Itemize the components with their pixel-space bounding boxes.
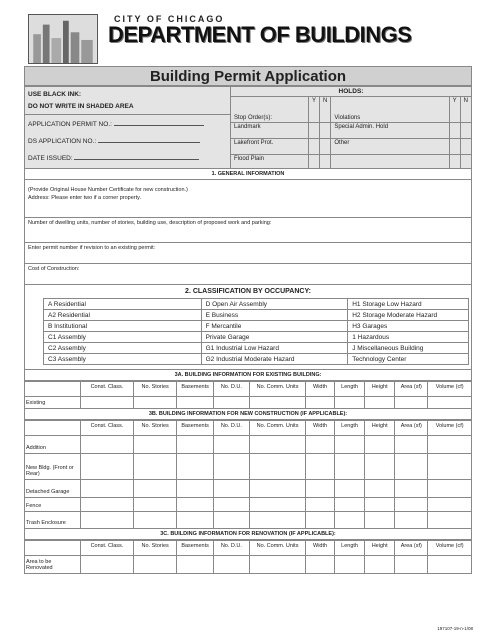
table-row [25,436,472,454]
table-cell[interactable] [133,436,177,454]
column-header: Length [335,382,365,397]
column-header: Length [335,541,365,556]
table-cell[interactable] [133,397,177,409]
occupancy-option[interactable]: J Miscellaneous Building [348,343,469,354]
general-info-heading: 1. GENERAL INFORMATION [24,169,472,180]
hold-other: Other [331,139,449,155]
table-cell[interactable] [213,556,249,574]
table-cell[interactable] [213,480,249,498]
table-cell[interactable] [428,556,472,574]
table-cell[interactable] [365,436,395,454]
address-note: (Provide Original House Number Certificate for new construction.) [28,187,188,193]
table-cell[interactable] [213,512,249,529]
table-cell[interactable] [81,397,134,409]
column-header: Basements [177,541,213,556]
column-header-row [25,421,472,436]
table-cell[interactable] [177,512,213,529]
form-code: 197107-19-n-1/08 [437,626,473,631]
checkbox[interactable] [449,155,460,169]
table-cell[interactable] [428,498,472,512]
column-header: Height [365,382,395,397]
column-header: No. Comm. Units [250,421,306,436]
occupancy-option[interactable]: F Mercantile [201,321,348,332]
table-cell[interactable] [81,512,134,529]
checkbox[interactable] [320,123,331,139]
column-header: Width [306,382,335,397]
checkbox[interactable] [460,123,471,139]
revision-permit-field[interactable] [24,243,472,264]
occupancy-option[interactable]: C3 Assembly [44,354,202,365]
table-row [25,397,472,409]
column-header: Volume (cf) [428,541,472,556]
column-header: No. D.U. [213,541,249,556]
occupancy-option[interactable]: H3 Garages [348,321,469,332]
table-cell[interactable] [306,512,335,529]
row-label-header [25,541,81,556]
column-header: Height [365,421,395,436]
checkbox[interactable] [460,155,471,169]
column-header: Basements [177,382,213,397]
column-header: Area (sf) [395,541,428,556]
table-cell[interactable] [428,436,472,454]
table-cell[interactable] [395,498,428,512]
table-cell[interactable] [250,480,306,498]
checkbox[interactable] [449,123,460,139]
occupancy-row [44,343,469,354]
hold-landmark: Landmark [231,123,309,139]
office-use-table [24,86,472,169]
occupancy-option[interactable]: A2 Residential [44,310,202,321]
application-permit-field[interactable] [114,125,204,126]
table-cell[interactable] [395,454,428,480]
table-cell[interactable] [365,498,395,512]
new-construction-table [24,420,472,529]
checkbox[interactable] [449,139,460,155]
hold-special-admin: Special Admin. Hold [331,123,449,139]
renovation-heading: 3C. BUILDING INFORMATION FOR RENOVATION (IF APPLICABLE): [24,529,472,540]
table-cell[interactable] [81,498,134,512]
renovation-table [24,540,472,574]
checkbox[interactable] [309,123,320,139]
hold-violations: Violations [331,97,449,123]
hold-lakefront: Lakefront Prot. [231,139,309,155]
cost-field[interactable] [24,264,472,285]
occupancy-row [44,299,469,310]
occupancy-option[interactable]: G2 Industrial Moderate Hazard [201,354,348,365]
n-header: N [320,97,331,123]
table-cell[interactable] [306,454,335,480]
column-header: No. Comm. Units [250,382,306,397]
table-row [25,512,472,529]
table-cell[interactable] [335,498,365,512]
table-cell[interactable] [306,498,335,512]
row-label: Existing [25,397,81,409]
occupancy-option[interactable]: H2 Storage Moderate Hazard [348,310,469,321]
checkbox[interactable] [460,139,471,155]
column-header-row [25,541,472,556]
table-cell[interactable] [335,397,365,409]
table-cell[interactable] [133,480,177,498]
ds-application-field[interactable] [98,142,200,143]
table-cell[interactable] [81,454,134,480]
table-cell[interactable] [250,454,306,480]
department-title: DEPARTMENT OF BUILDINGS [108,22,412,47]
column-header: No. D.U. [213,382,249,397]
table-row [25,498,472,512]
y-header: Y [449,97,460,123]
ink-instruction: USE BLACK INK: [28,91,82,98]
table-cell[interactable] [428,454,472,480]
city-skyline-logo [28,14,98,64]
table-cell[interactable] [335,556,365,574]
table-cell[interactable] [177,498,213,512]
column-header: No. Comm. Units [250,541,306,556]
column-header: Area (sf) [395,421,428,436]
column-header: Width [306,421,335,436]
table-cell[interactable] [365,556,395,574]
table-cell[interactable] [395,480,428,498]
table-cell[interactable] [81,436,134,454]
occupancy-option[interactable]: G1 Industrial Low Hazard [201,343,348,354]
column-header: Volume (cf) [428,382,472,397]
table-cell[interactable] [335,454,365,480]
description-label: Number of dwelling units, number of stories, building use, description of proposed work and parking: [28,220,272,226]
table-cell[interactable] [250,556,306,574]
address-label: Address: Please enter two if a corner property. [28,195,142,201]
column-header: Const. Class. [81,382,134,397]
permit-form [24,14,472,574]
checkbox[interactable] [320,139,331,155]
holds-heading: HOLDS: [231,87,472,97]
hold-flood-plain: Flood Plain [231,155,309,169]
table-cell[interactable] [395,397,428,409]
address-field[interactable] [24,180,472,218]
column-header: No. Stories [133,541,177,556]
occupancy-option[interactable]: C1 Assembly [44,332,202,343]
table-cell[interactable] [335,436,365,454]
table-cell[interactable] [213,436,249,454]
table-cell[interactable] [177,480,213,498]
column-header: No. Stories [133,421,177,436]
occupancy-option[interactable]: B Institutional [44,321,202,332]
table-cell[interactable] [428,512,472,529]
column-header: Const. Class. [81,421,134,436]
table-cell[interactable] [81,556,134,574]
table-cell[interactable] [306,556,335,574]
table-cell[interactable] [395,436,428,454]
table-cell[interactable] [81,480,134,498]
hold-stop-order: Stop Order(s): [231,97,309,123]
occupancy-option[interactable]: C2 Assembly [44,343,202,354]
occupancy-option[interactable]: Technology Center [348,354,469,365]
occupancy-table [43,298,469,365]
table-cell[interactable] [213,498,249,512]
occupancy-row [44,354,469,365]
occupancy-option[interactable]: Private Garage [201,332,348,343]
table-cell[interactable] [395,556,428,574]
checkbox[interactable] [309,155,320,169]
row-label: Addition [25,436,81,454]
table-cell[interactable] [133,556,177,574]
date-issued-label: DATE ISSUED: [28,155,73,162]
column-header: Height [365,541,395,556]
table-cell[interactable] [365,397,395,409]
column-header: Const. Class. [81,541,134,556]
row-label: Area to be Renovated [25,556,81,574]
row-label: Trash Enclosure [25,512,81,529]
table-row [25,480,472,498]
occupancy-option[interactable]: E Business [201,310,348,321]
description-field[interactable] [24,218,472,243]
occupancy-option[interactable]: H1 Storage Low Hazard [348,299,469,310]
application-permit-label: APPLICATION PERMIT NO.: [28,121,112,128]
column-header: Length [335,421,365,436]
hold-blank [331,155,449,169]
existing-building-heading: 3A. BUILDING INFORMATION FOR EXISTING BUILDING: [24,370,472,381]
table-cell[interactable] [177,556,213,574]
column-header: Basements [177,421,213,436]
table-cell[interactable] [306,480,335,498]
occupancy-option[interactable]: A Residential [44,299,202,310]
checkbox[interactable] [320,155,331,169]
table-cell[interactable] [395,512,428,529]
table-cell[interactable] [250,397,306,409]
row-label-header [25,382,81,397]
form-title: Building Permit Application [24,66,472,86]
n-header: N [460,97,471,123]
occupancy-option[interactable]: D Open Air Assembly [201,299,348,310]
table-cell[interactable] [365,512,395,529]
existing-building-table [24,381,472,409]
table-cell[interactable] [306,397,335,409]
table-cell[interactable] [133,498,177,512]
table-cell[interactable] [428,397,472,409]
form-header [24,14,472,66]
classification-heading: 2. CLASSIFICATION BY OCCUPANCY: [185,288,311,295]
column-header: No. Stories [133,382,177,397]
table-cell[interactable] [250,436,306,454]
shade-instruction: DO NOT WRITE IN SHADED AREA [25,98,230,115]
column-header: Volume (cf) [428,421,472,436]
y-header: Y [309,97,320,123]
table-cell[interactable] [335,512,365,529]
date-issued-field[interactable] [74,159,199,160]
table-row [25,556,472,574]
table-cell[interactable] [133,454,177,480]
column-header: No. D.U. [213,421,249,436]
table-cell[interactable] [365,480,395,498]
table-cell[interactable] [177,454,213,480]
table-cell[interactable] [306,436,335,454]
row-label: New Bldg. (Front or Rear) [25,454,81,480]
occupancy-row [44,321,469,332]
occupancy-option[interactable]: 1 Hazardous [348,332,469,343]
table-cell[interactable] [250,512,306,529]
table-cell[interactable] [133,512,177,529]
table-cell[interactable] [428,480,472,498]
table-cell[interactable] [365,454,395,480]
table-row [25,454,472,480]
row-label: Fence [25,498,81,512]
table-cell[interactable] [213,454,249,480]
city-label: CITY OF CHICAGO [114,14,225,24]
new-construction-heading: 3B. BUILDING INFORMATION FOR NEW CONSTRUCTION (IF APPLICABLE): [24,409,472,420]
column-header: Area (sf) [395,382,428,397]
table-cell[interactable] [177,397,213,409]
occupancy-row [44,310,469,321]
column-header-row [25,382,472,397]
ds-application-label: DS APPLICATION NO.: [28,138,97,145]
cost-label: Cost of Construction: [28,266,80,272]
checkbox[interactable] [309,139,320,155]
revision-permit-label: Enter permit number if revision to an existing permit: [28,245,156,251]
occupancy-row [44,332,469,343]
row-label-header [25,421,81,436]
classification-section [24,285,472,370]
table-cell[interactable] [177,436,213,454]
table-cell[interactable] [213,397,249,409]
table-cell[interactable] [335,480,365,498]
column-header: Width [306,541,335,556]
row-label: Detached Garage [25,480,81,498]
table-cell[interactable] [250,498,306,512]
